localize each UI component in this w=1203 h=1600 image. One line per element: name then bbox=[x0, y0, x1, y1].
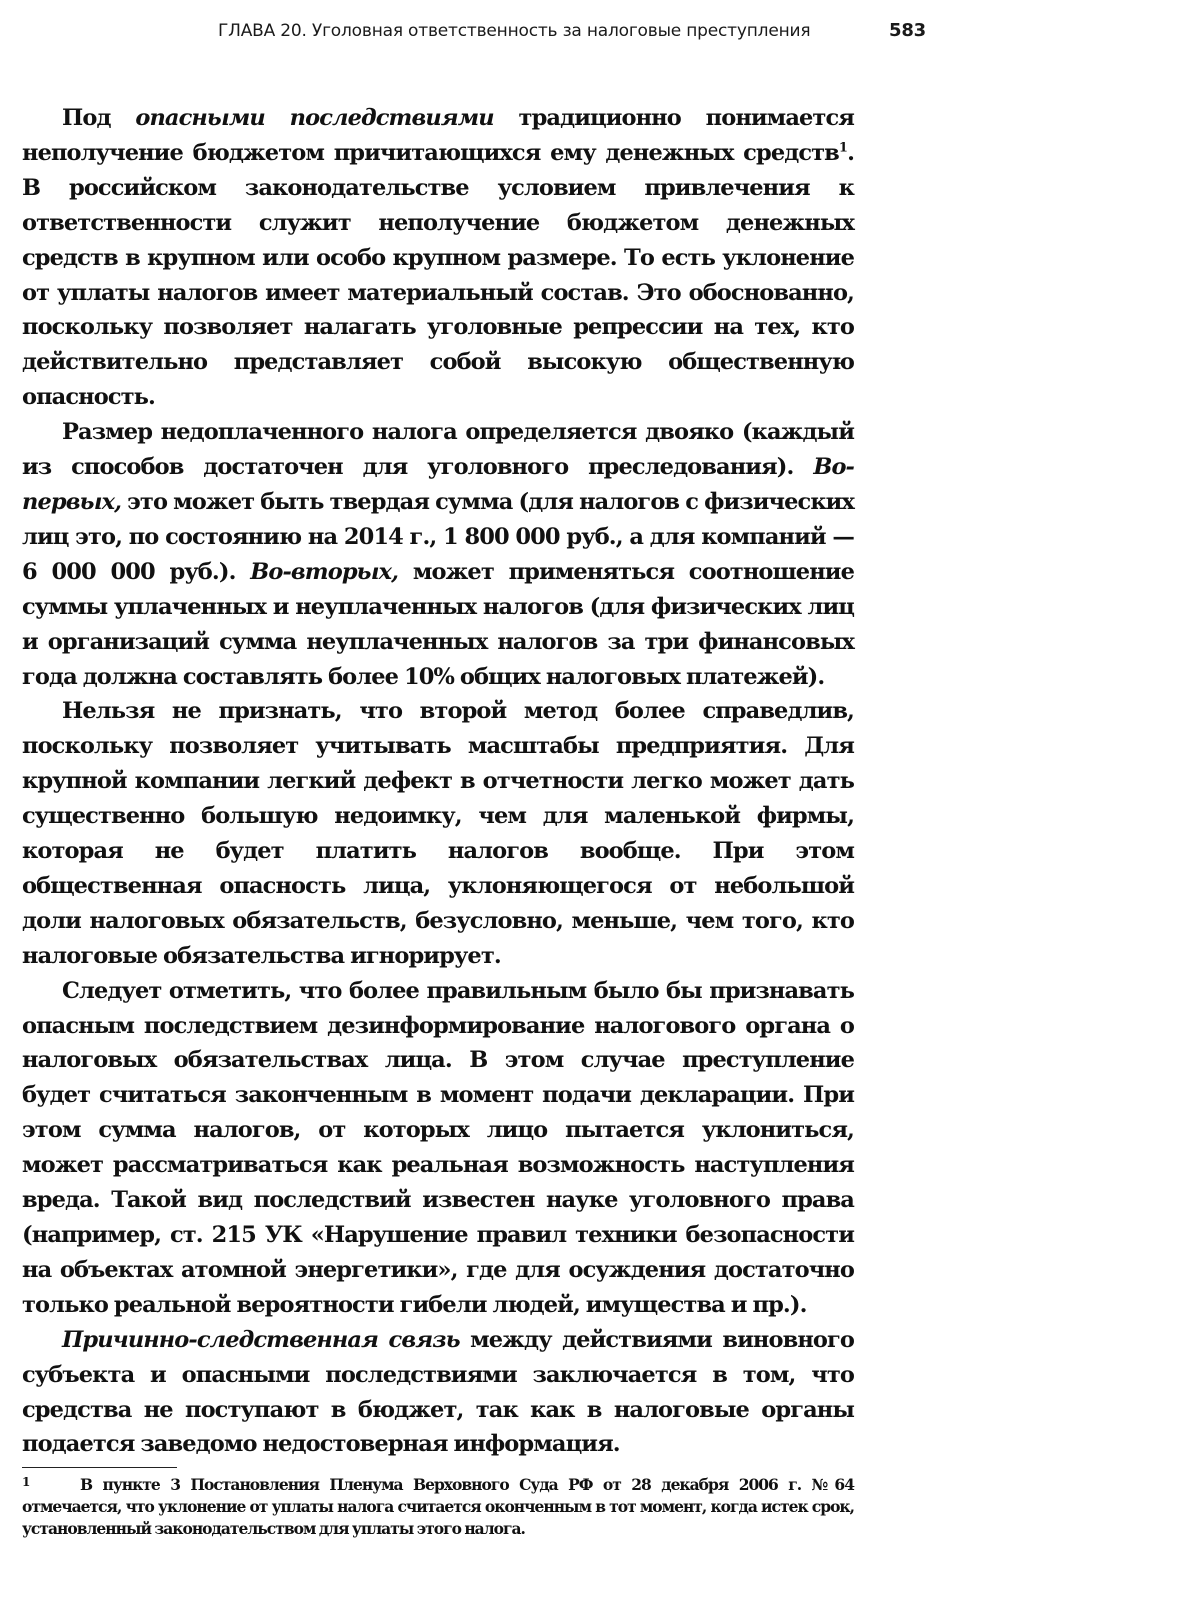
emphasis-term: Во-первых, bbox=[22, 454, 854, 515]
footnote-divider bbox=[22, 1467, 177, 1468]
text-run: Под bbox=[62, 105, 136, 131]
page-number: 583 bbox=[889, 20, 926, 41]
paragraph-disinformation bbox=[22, 974, 854, 1323]
footnote-text: В пункте 3 Постановления Пленума Верховного Суда РФ от 28 декабря 2006 г. №64 отмечается, что уклонение от уплаты налога считается оконченным в тот момент, когда истек срок, установленный законодательством для уплаты этого налога. bbox=[22, 1475, 854, 1538]
paragraph-second-method bbox=[22, 694, 854, 973]
chapter-title: ГЛАВА 20. Уголовная ответственность за налоговые преступления bbox=[218, 21, 811, 41]
emphasis-term: опасными последствиями bbox=[135, 105, 494, 131]
footnote-reference[interactable]: 1 bbox=[838, 140, 848, 156]
footnote bbox=[22, 1474, 854, 1540]
text-run: Размер недоплаченного налога определяется двояко (каждый из способов достаточен для уголовного преследования). bbox=[22, 419, 854, 481]
text-run: традиционно понимается неполучение бюджетом причитающихся ему денежных средств bbox=[22, 105, 854, 166]
text-run: может применяться соотношение суммы уплаченных и неуплаченных налогов (для физических лиц и организаций сумма неуплаченных налогов за три финансовых года должна составлять более 10% общих налоговых платежей). bbox=[22, 558, 854, 690]
running-header bbox=[218, 20, 926, 41]
emphasis-term: Во-вторых, bbox=[250, 558, 399, 585]
text-run: это может быть твердая сумма (для налогов с физических лиц это, по состоянию на 2014 г., 1 800 000 руб., а для компаний — 6 000 000 руб.). bbox=[22, 488, 854, 585]
footnote-mark: 1 bbox=[22, 1475, 30, 1489]
emphasis-term: Причинно-следственная связь bbox=[62, 1326, 460, 1353]
main-text bbox=[22, 101, 854, 1462]
paragraph-consequences bbox=[22, 101, 854, 415]
text-run: между действиями виновного субъекта и опасными последствиями заключается в том, что средства не поступают в бюджет, так как в налоговые органы подается заведомо недостоверная информация. bbox=[22, 1326, 854, 1458]
paragraph-causation bbox=[22, 1323, 854, 1463]
text-run: . В российском законодательстве условием привлечения к ответственности служит неполучение бюджетом денежных средств в крупном или особо крупном размере. То есть уклонение от уплаты налогов имеет материальный состав. Это обоснованно, поскольку позволяет налагать уголовные репрессии на тех, кто действительно представляет собой высокую общественную опасность. bbox=[22, 139, 854, 411]
text-run: Нельзя не признать, что второй метод более справедлив, поскольку позволяет учитывать масштабы предприятия. Для крупной компании легкий дефект в отчетности легко может дать существенно большую недоимку, чем для маленькой фирмы, которая не будет платить налогов вообще. При этом общественная опасность лица, уклоняющегося от небольшой доли налоговых обязательств, безусловно, меньше, чем того, кто налоговые обязательства игнорирует. bbox=[22, 698, 854, 969]
text-run: Следует отметить, что более правильным было бы признавать опасным последствием дезинформирование налогового органа о налоговых обязательствах лица. В этом случае преступление будет считаться законченным в момент подачи декларации. При этом сумма налогов, от которых лицо пытается уклониться, может рассматриваться как реальная возможность наступления вреда. Такой вид последствий известен науке уголовного права (например, ст. 215 УК «Нарушение правил техники безопасности на объектах атомной энергетики», где для осуждения достаточно только реальной вероятности гибели людей, имущества и пр.). bbox=[22, 977, 854, 1318]
book-page bbox=[22, 0, 926, 1600]
paragraph-tax-amount bbox=[22, 415, 854, 694]
